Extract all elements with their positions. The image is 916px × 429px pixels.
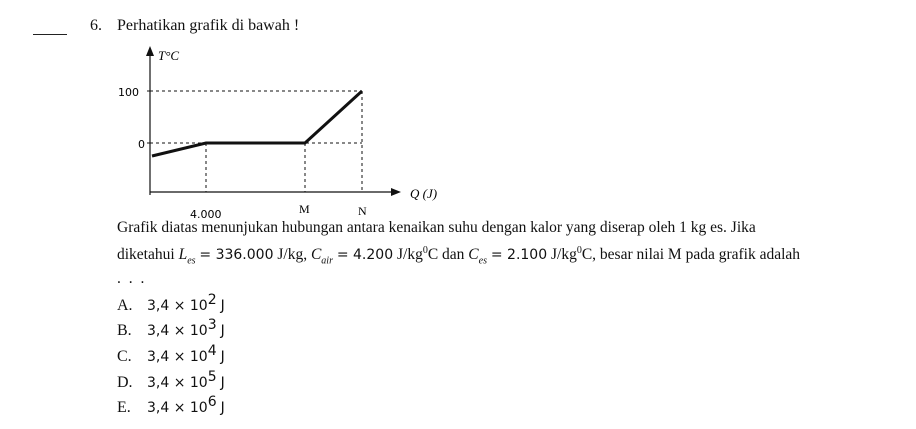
c-water-subscript: air [321, 255, 333, 267]
option-exponent: 3 [207, 317, 217, 333]
option-mantissa: 3,4 × 10 [147, 375, 208, 391]
option-unit: J [220, 298, 225, 314]
c-ice-tail: C, besar nilai M pada grafik adalah [581, 246, 801, 264]
temperature-heat-graph [110, 40, 470, 220]
y-tick-label: 0 [138, 138, 145, 151]
x-tick-label: 4.000 [190, 208, 222, 220]
y-axis-label: T°C [158, 48, 180, 63]
y-axis-arrow [146, 46, 154, 56]
latent-heat-subscript: es [187, 255, 196, 267]
option-exponent: 6 [207, 394, 217, 410]
option-exponent: 2 [207, 292, 217, 308]
option-unit: J [220, 375, 225, 391]
option-e[interactable] [117, 394, 225, 417]
option-label: B. [117, 322, 132, 339]
c-water-tail: C dan [427, 246, 465, 264]
c-ice-value: = 2.100 [490, 247, 548, 264]
option-unit: J [220, 349, 225, 365]
y-tick-label: 100 [118, 86, 139, 99]
question-number: 6. [90, 17, 102, 34]
c-ice-symbol: C [468, 246, 479, 264]
x-axis-arrow [391, 188, 401, 196]
c-water-value: = 4.200 [336, 247, 394, 264]
paragraph-ellipsis: . . . [117, 270, 147, 287]
latent-heat-unit: J/kg, [277, 246, 308, 264]
answer-blank-line [33, 34, 67, 35]
option-d[interactable] [117, 369, 225, 392]
option-mantissa: 3,4 × 10 [147, 400, 208, 416]
option-label: D. [117, 374, 133, 391]
paragraph-line-1: Grafik diatas menunjukan hubungan antara kenaikan suhu dengan kalor yang diserap oleh 1 kg es. Jika [117, 219, 756, 236]
c-ice-subscript: es [478, 255, 487, 267]
option-unit: J [220, 400, 225, 416]
known-word: diketahui [117, 246, 175, 264]
data-series-line [152, 91, 362, 156]
question-instruction: Perhatikan grafik di bawah ! [117, 17, 300, 34]
latent-heat-value: = 336.000 [199, 247, 274, 264]
option-unit: J [220, 323, 225, 339]
option-mantissa: 3,4 × 10 [147, 349, 208, 365]
c-ice-unit: J/kg [551, 246, 577, 264]
option-exponent: 5 [207, 369, 217, 385]
c-water-degree: 0 [422, 245, 428, 256]
x-tick-label: M [299, 202, 310, 216]
c-ice-degree: 0 [576, 245, 582, 256]
option-label: E. [117, 399, 131, 416]
x-axis-label: Q (J) [410, 186, 438, 201]
option-label: C. [117, 348, 132, 365]
c-water-symbol: C [310, 246, 322, 264]
paragraph-line-2 [117, 245, 800, 266]
option-mantissa: 3,4 × 10 [147, 298, 208, 314]
c-water-unit: J/kg [396, 246, 423, 264]
latent-heat-symbol: L [178, 246, 188, 264]
option-label: A. [117, 297, 133, 314]
option-b[interactable] [117, 317, 225, 340]
option-c[interactable] [117, 343, 225, 366]
data-points [152, 91, 362, 156]
option-mantissa: 3,4 × 10 [147, 323, 208, 339]
option-exponent: 4 [207, 343, 217, 359]
x-tick-label: N [358, 204, 367, 218]
option-a[interactable] [117, 292, 225, 315]
